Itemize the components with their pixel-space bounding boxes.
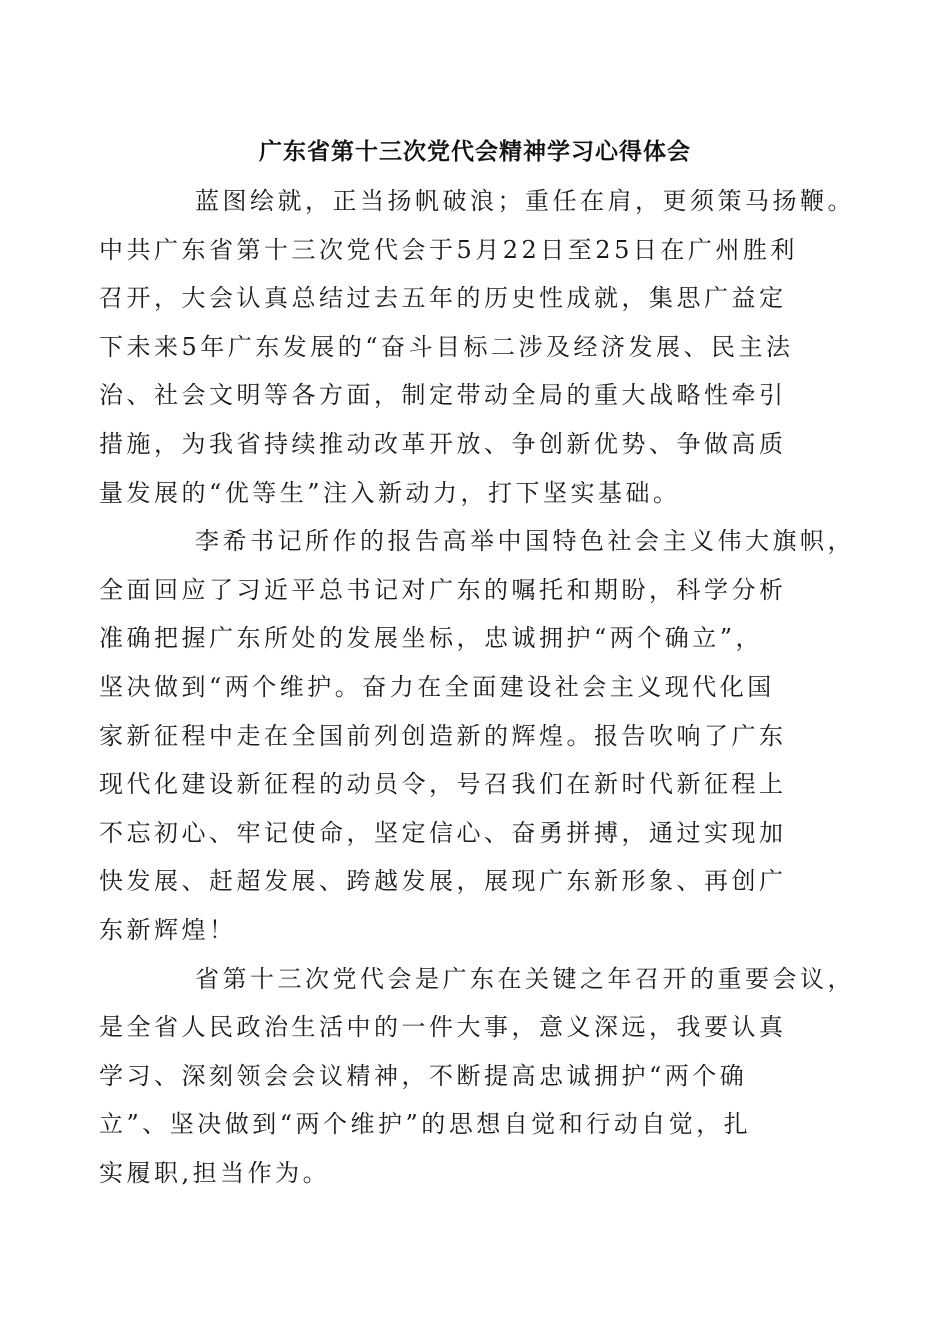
paragraph-2 (99, 517, 855, 954)
text-line: 量发展的“优等生”注入新动力，打下坚实基础。 (99, 478, 681, 507)
text-line: 召开，大会认真总结过去五年的历史性成就，集思广益定 (99, 284, 787, 313)
text-line: 实履职,担当作为。 (99, 1158, 331, 1187)
text-line: 李希书记所作的报告高举中国特色社会主义伟大旗帜， (195, 527, 855, 556)
text-line: 下未来5年广东发展的“奋斗目标二涉及经济发展、民主法 (99, 332, 794, 361)
text-line: 学习、深刻领会会议精神，不断提高忠诚拥护“两个确 (99, 1061, 748, 1090)
text-line: 家新征程中走在全国前列创造新的辉煌。报告吹响了广东 (99, 721, 787, 750)
paragraph-3 (99, 955, 855, 1198)
text-line: 全面回应了习近平总书记对广东的嘱托和期盼，科学分析 (99, 575, 787, 604)
text-line: 现代化建设新征程的动员令，号召我们在新时代新征程上 (99, 770, 787, 799)
text-line: 快发展、赶超发展、跨越发展，展现广东新形象、再创广 (99, 867, 787, 896)
text-line: 不忘初心、牢记使命，坚定信心、奋勇拼搏，通过实现加 (99, 818, 787, 847)
text-line: 准确把握广东所处的发展坐标，忠诚拥护“两个确立”， (99, 624, 764, 653)
document-body (99, 177, 855, 1197)
text-line: 省第十三次党代会是广东在关键之年召开的重要会议， (195, 964, 855, 993)
text-line: 是全省人民政治生活中的一件大事，意义深远，我要认真 (99, 1013, 787, 1042)
text-line: 治、社会文明等各方面，制定带动全局的重大战略性牵引 (99, 381, 787, 410)
text-line: 立”、坚决做到“两个维护”的思想自觉和行动自觉，扎 (99, 1110, 752, 1139)
text-line: 中共广东省第十三次党代会于5月22日至25日在广州胜利 (99, 235, 798, 264)
text-line: 蓝图绘就，正当扬帆破浪；重任在肩，更须策马扬鞭。 (195, 187, 855, 215)
document-title: 广东省第十三次党代会精神学习心得体会 (259, 138, 691, 165)
text-line: 东新辉煌！ (99, 915, 237, 944)
text-line: 坚决做到“两个维护。奋力在全面建设社会主义现代化国 (99, 672, 775, 701)
text-line: 措施，为我省持续推动改革开放、争创新优势、争做高质 (99, 429, 787, 458)
paragraph-1 (99, 177, 855, 517)
